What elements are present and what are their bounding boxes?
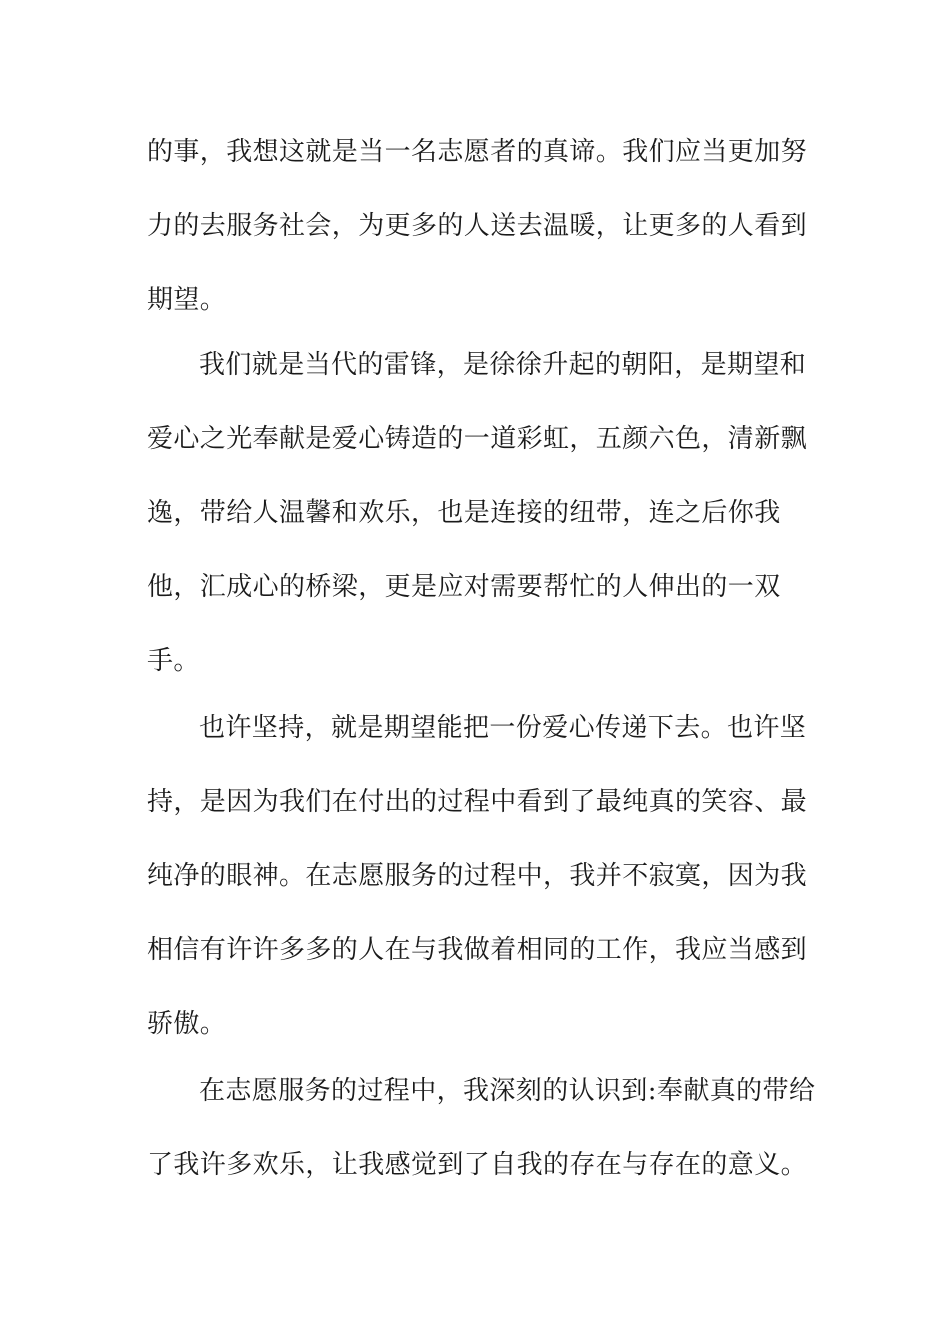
text-line-3: 期望。 [147,285,227,315]
text-line-15: 了我许多欢乐，让我感觉到了自我的存在与存在的意义。 [147,1150,808,1180]
text-line-4: 我们就是当代的雷锋，是徐徐升起的朝阳，是期望和 [199,350,807,380]
text-line-12: 相信有许许多多的人在与我做着相同的工作，我应当感到 [147,935,808,965]
text-line-10: 持，是因为我们在付出的过程中看到了最纯真的笑容、最 [147,787,808,817]
text-line-5: 爱心之光奉献是爱心铸造的一道彩虹，五颜六色，清新飘 [147,424,808,454]
text-line-13: 骄傲。 [147,1009,227,1039]
text-line-7: 他，汇成心的桥梁，更是应对需要帮忙的人伸出的一双 [147,572,781,602]
text-line-2: 力的去服务社会，为更多的人送去温暖，让更多的人看到 [147,211,808,241]
text-line-9: 也许坚持，就是期望能把一份爱心传递下去。也许坚 [199,713,807,743]
text-line-11: 纯净的眼神。在志愿服务的过程中，我并不寂寞，因为我 [147,861,808,891]
text-line-6: 逸，带给人温馨和欢乐，也是连接的纽带，连之后你我 [147,498,781,528]
text-line-14: 在志愿服务的过程中，我深刻的认识到:奉献真的带给 [199,1076,816,1106]
text-line-8: 手。 [147,646,200,676]
text-line-1: 的事，我想这就是当一名志愿者的真谛。我们应当更加努 [147,137,808,167]
